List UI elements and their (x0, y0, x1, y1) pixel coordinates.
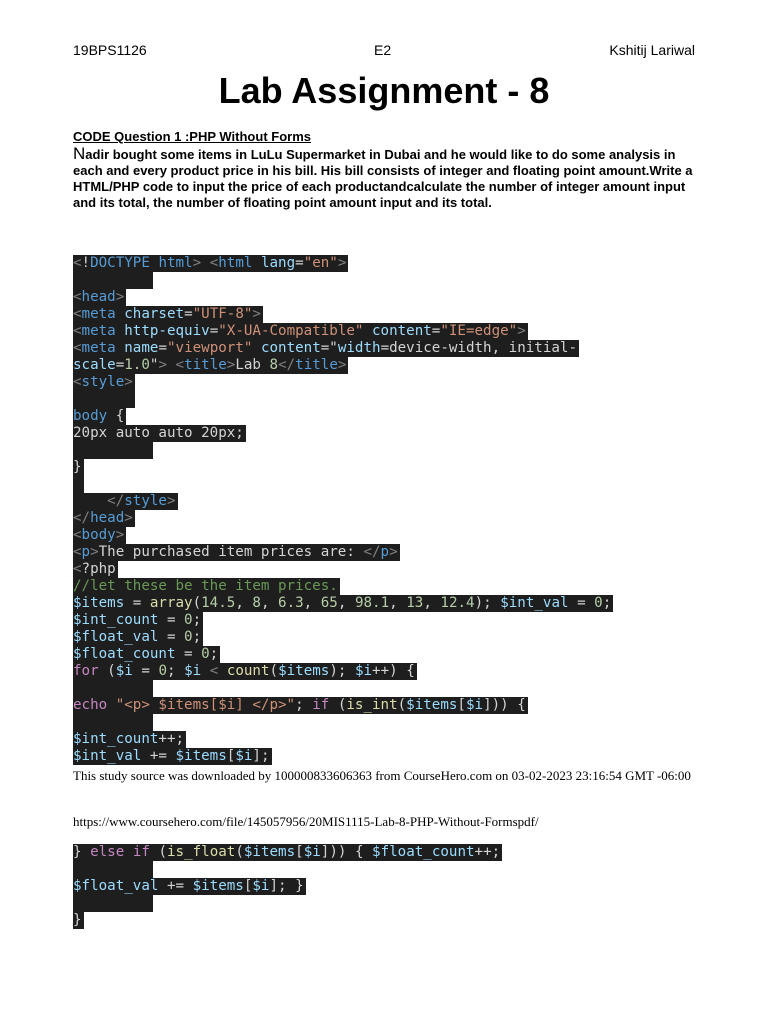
question-heading: CODE Question 1 :PHP Without Forms (73, 129, 311, 144)
code1-gap (73, 476, 84, 493)
header-section: E2 (374, 42, 392, 58)
code1-gap (73, 391, 135, 408)
drop-cap: N (73, 144, 86, 163)
code1-gap (73, 680, 153, 697)
code1-line: <?php (73, 561, 116, 577)
code1-line: <style> (73, 374, 133, 390)
code1-line: echo "<p> $items[$i] </p>"; if (is_int($items[$i])) { (73, 697, 526, 713)
code1-line: <head> (73, 289, 125, 305)
code1-line: 20px auto auto 20px; (73, 425, 244, 441)
code1-line: for ($i = 0; $i < count($items); $i++) { (73, 663, 415, 679)
code1-line: <meta name="viewport" content="width=device-width, initial- (73, 340, 578, 356)
code1-line: $items = array(14.5, 8, 6.3, 65, 98.1, 13, 12.4); $int_val = 0; (73, 595, 612, 611)
code1-line: $int_count++; (73, 731, 185, 747)
code1-line: body { (73, 408, 125, 424)
code2-line: $float_val += $items[$i]; } (73, 878, 304, 894)
code1-line: //let these be the item prices. (73, 578, 338, 594)
code1-line: $float_count = 0; (73, 646, 219, 662)
code1-line: <meta http-equiv="X-UA-Compatible" content="IE=edge"> (73, 323, 526, 339)
code1-gap (73, 272, 153, 289)
code2-gap (73, 895, 153, 912)
watermark-url: https://www.coursehero.com/file/145057956/20MIS1115-Lab-8-PHP-Without-Formspdf/ (73, 814, 539, 829)
code1-line: $int_count = 0; (73, 612, 202, 628)
code1-line: </style> (73, 493, 178, 510)
code1-gap (73, 714, 153, 731)
code2-gap (73, 861, 153, 878)
header-author: Kshitij Lariwal (609, 42, 695, 58)
code1-line: $float_val = 0; (73, 629, 202, 645)
code1-line: scale=1.0"> <title>Lab 8</title> (73, 357, 347, 373)
code1-line: } (73, 459, 82, 475)
code2-line: } else if (is_float($items[$i])) { $float_count++; (73, 844, 501, 860)
watermark-download-note: This study source was downloaded by 100000833606363 from CourseHero.com on 03-02-2023 23:16:54 GMT -06:00 (73, 768, 691, 783)
question-body: adir bought some items in LuLu Supermarket in Dubai and he would like to do some analysis in each and every product price in his bill. His bill consists of integer and floating point amount.Write a HTML/PHP code to input the price of each productandcalculate the number of integer amount input and its total, the number of floating point amount input and its total. (73, 147, 693, 210)
code1-line: </head> (73, 510, 133, 526)
question-description (73, 146, 698, 211)
page-title: Lab Assignment - 8 (218, 70, 550, 111)
code1-line: <body> (73, 527, 125, 543)
code1-gap (73, 442, 153, 459)
code1-line: $int_val += $items[$i]; (73, 748, 270, 764)
code2-line: } (73, 912, 82, 928)
header-roll-number: 19BPS1126 (73, 42, 147, 58)
code1-line: <!DOCTYPE html> <html lang="en"> (73, 255, 347, 271)
code1-line: <p>The purchased item prices are: </p> (73, 544, 398, 560)
code1-line: <meta charset="UTF-8"> (73, 306, 261, 322)
